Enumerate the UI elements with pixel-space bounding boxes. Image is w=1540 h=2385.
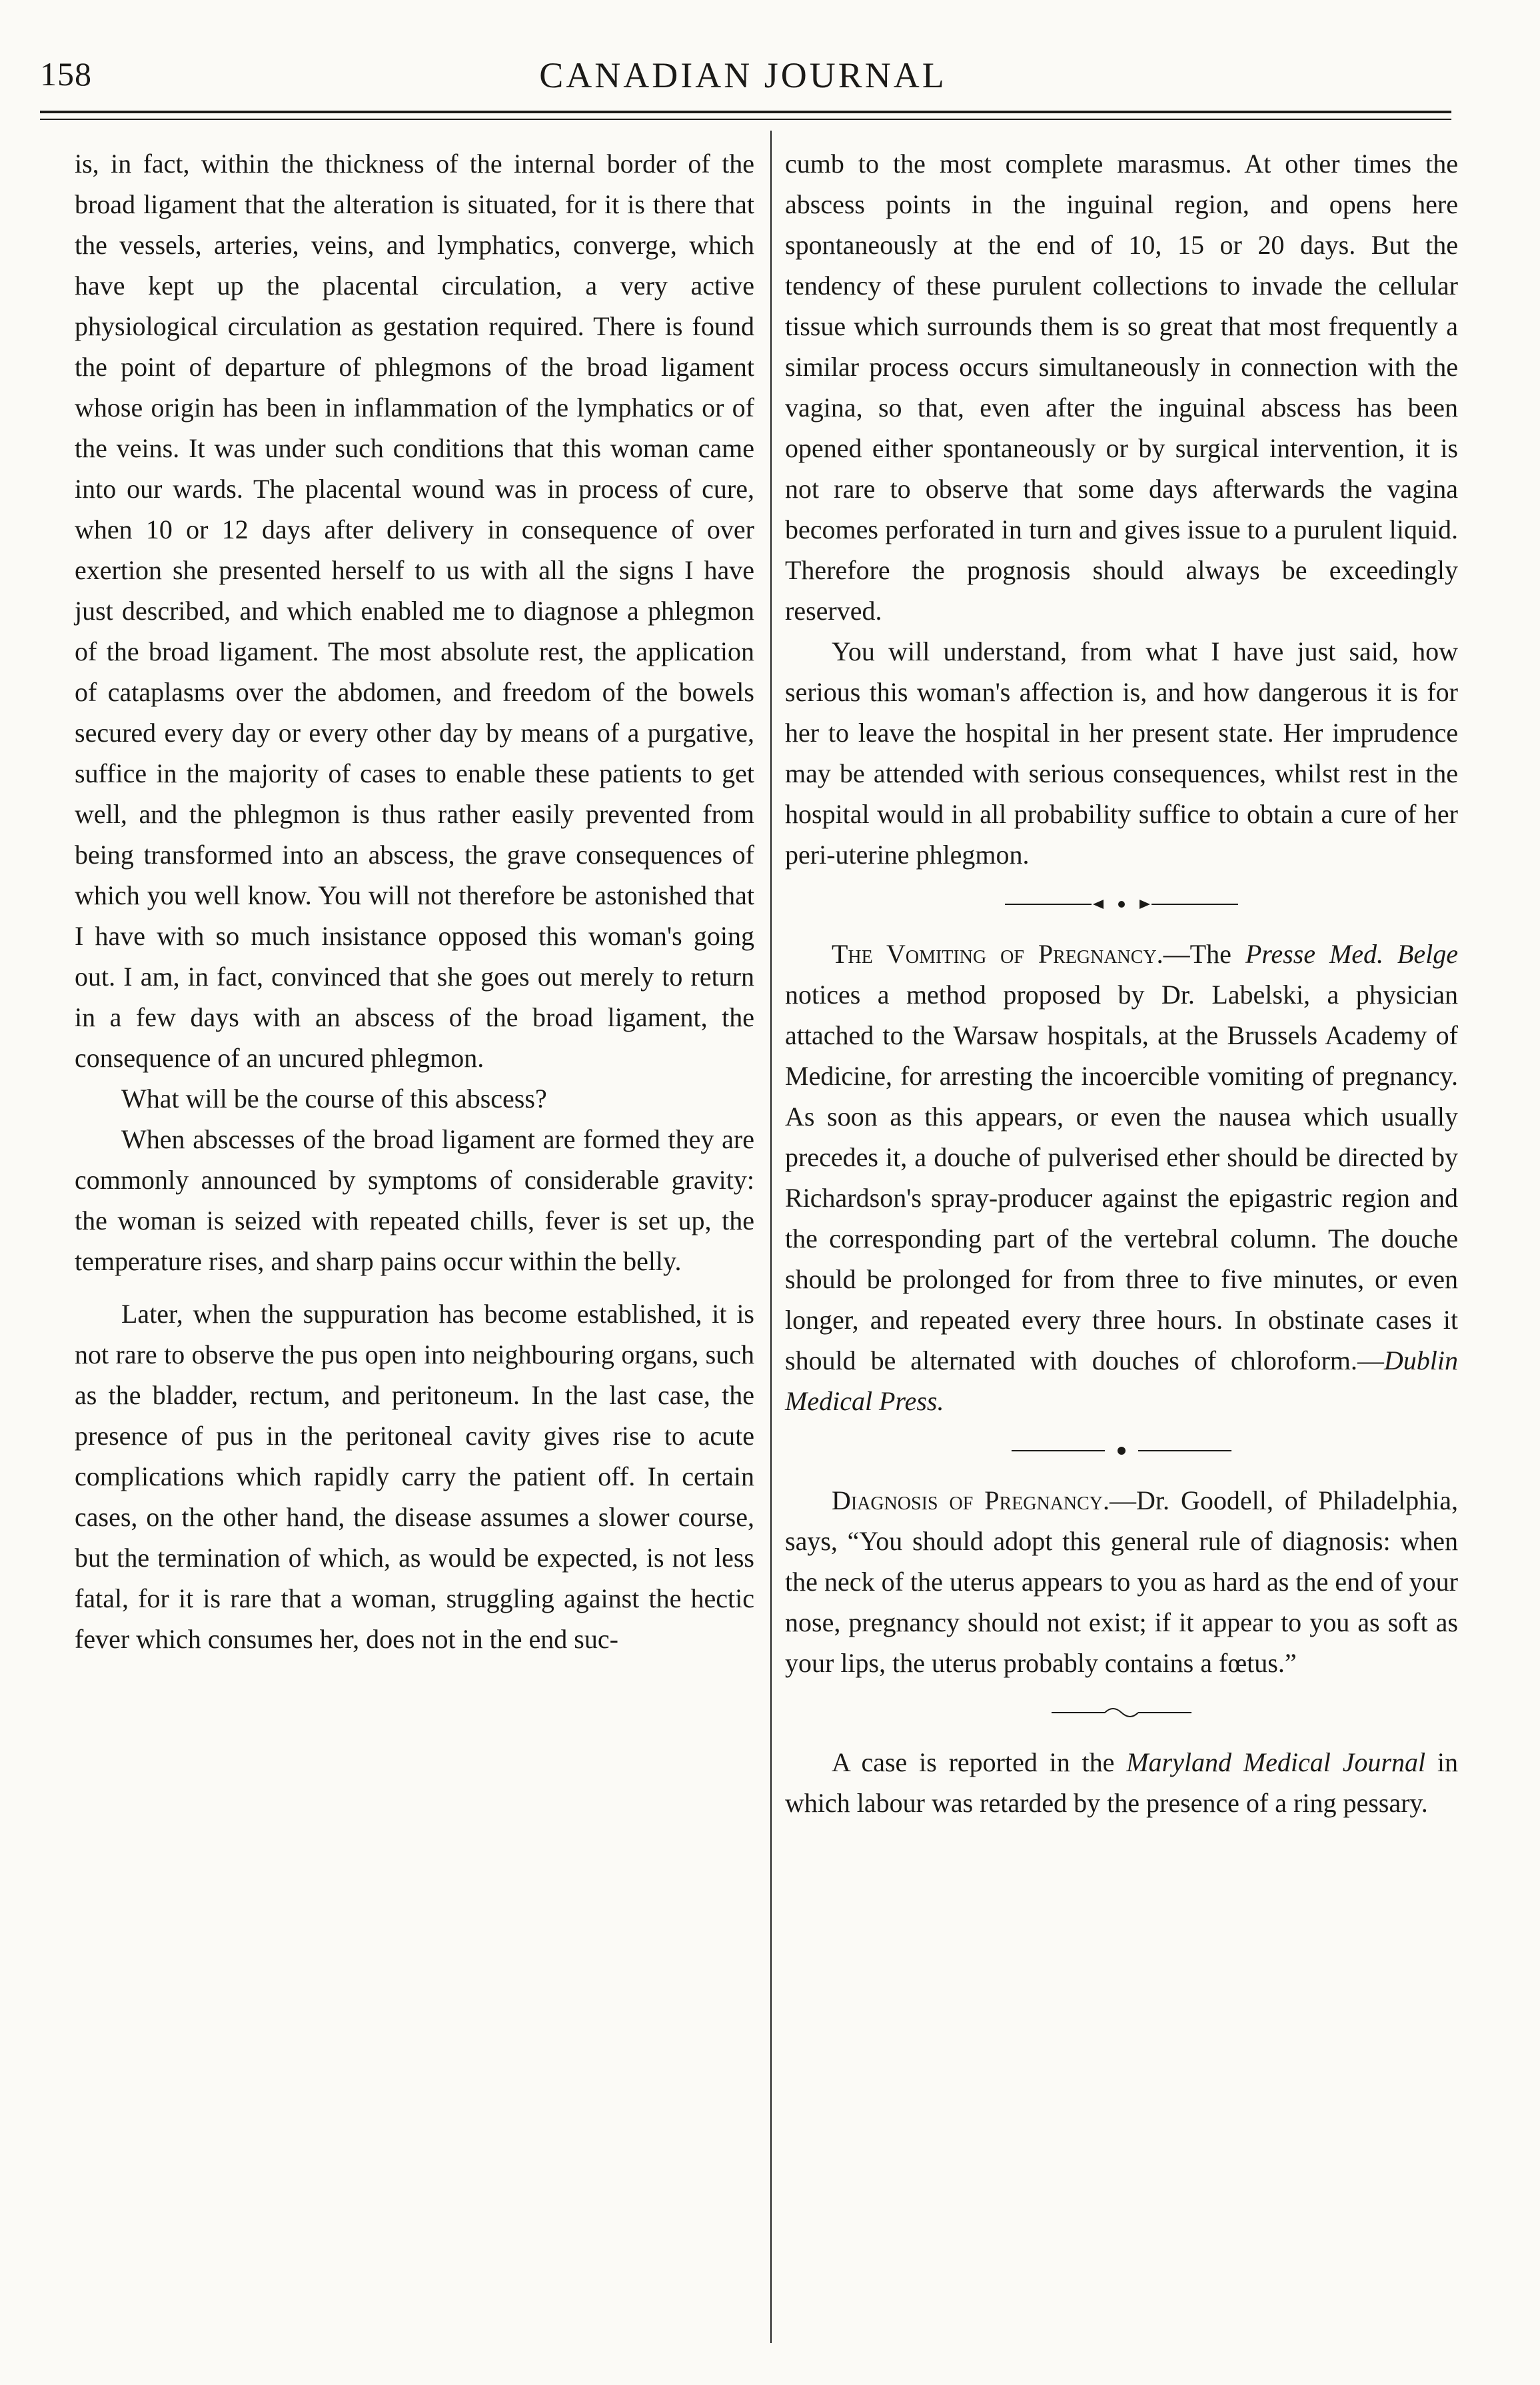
ring-pessary-note: A case is reported in the Maryland Medical Journal in which labour was retarded by the presence of a ring pessary. bbox=[785, 1747, 1458, 1818]
diagnosis-of-pregnancy-article: Diagnosis of Pregnancy.—Dr. Goodell, of Philadelphia, says, “You should adopt this general rule of diagnosis: when the neck of the uterus appears to you as hard as the end of your nose, pregnancy should not exist; if it appear to you as soft as your lips, the uterus probably contains a fœtus.” bbox=[785, 1485, 1458, 1678]
section-ornament-1 bbox=[785, 890, 1458, 919]
right-column bbox=[785, 143, 1458, 1823]
dublin-medical-press: Dublin Medical Press. bbox=[785, 1345, 1458, 1416]
presse-med-belge: Presse Med. Belge bbox=[1245, 939, 1458, 969]
left-paragraph-1: is, in fact, within the thickness of the internal border of the broad ligament that the alteration is situated, for it is there that the vessels, arteries, veins, and lymphatics, converge, which have kept up the placental circulation, a very active physiological circulation as gestation required. There is found the point of departure of phlegmons of the broad ligament whose origin has been in inflammation of the lymphatics or of the veins. It was under such conditions that this woman came into our wards. The placental wound was in process of cure, when 10 or 12 days after delivery in consequence of over exertion she presented herself to us with all the signs I have just described, and which enabled me to diagnose a phlegmon of the broad ligament. The most absolute rest, the application of cataplasms over the abdomen, and freedom of the bowels secured every day or every other day by means of a purgative, suffice in the majority of cases to enable these patients to get well, and the phlegmon is thus rather easily prevented from being transformed into an abscess, the grave consequences of which you well know. You will not therefore be astonished that I have with so much insistance opposed this woman's going out. I am, in fact, convinced that she goes out merely to return in a few days with an abscess of the broad ligament, the consequence of an uncured phlegmon. bbox=[75, 149, 754, 1073]
left-paragraph-4: Later, when the suppuration has become established, it is not rare to observe the pus open into neighbouring organs, such as the bladder, rectum, and peritoneum. In the last case, the presence of pus in the peritoneal cavity gives rise to acute complications which rapidly carry the patient off. In certain cases, on the other hand, the disease assumes a slower course, but the termination of which, as would be expected, is not less fatal, for it is rare that a woman, struggling against the hectic fever which consumes her, does not in the end suc- bbox=[75, 1299, 754, 1654]
vomiting-heading: The Vomiting of Pregnancy. bbox=[832, 939, 1163, 969]
right-paragraph-2: You will understand, from what I have just said, how serious this woman's affection is, and how dangerous it is for her to leave the hospital in her present state. Her imprudence may be attended with serious consequences, whilst rest in the hospital would in all probability suffice to obtain a cure of her peri-uterine phlegmon. bbox=[785, 636, 1458, 870]
left-paragraph-3: When abscesses of the broad ligament are formed they are commonly announced by symptoms of considerable gravity: the woman is seized with repeated chills, fever is set up, the temperature rises, and sharp pains occur within the belly. bbox=[75, 1124, 754, 1276]
left-column bbox=[75, 143, 754, 1659]
right-paragraph-1: cumb to the most complete marasmus. At other times the abscess points in the inguinal region, and opens here spontaneously at the end of 10, 15 or 20 days. But the tendency of these purulent collections to invade the cellular tissue which surrounds them is so great that most frequently a similar process occurs simultaneously in connection with the vagina, so that, even after the inguinal abscess has been opened either spontaneously or by surgical intervention, it is not rare to observe that some days afterwards the vagina becomes perforated in turn and gives issue to a purulent liquid. Therefore the prognosis should always be exceedingly reserved. bbox=[785, 149, 1458, 626]
running-title: CANADIAN JOURNAL bbox=[539, 55, 947, 95]
column-divider bbox=[770, 131, 772, 2343]
header-rule-thin bbox=[40, 119, 1451, 120]
maryland-medical-journal: Maryland Medical Journal bbox=[1126, 1747, 1426, 1777]
page-number: 158 bbox=[40, 55, 92, 93]
left-paragraph-2: What will be the course of this abscess? bbox=[121, 1084, 547, 1114]
diagnosis-heading: Diagnosis of Pregnancy. bbox=[832, 1485, 1110, 1515]
page-header bbox=[40, 55, 1446, 108]
header-rule-thick bbox=[40, 111, 1451, 113]
section-ornament-3 bbox=[785, 1698, 1458, 1727]
vomiting-of-pregnancy-article: The Vomiting of Pregnancy.—The Presse Med. Belge notices a method proposed by Dr. Labelski, a physician attached to the Warsaw hospitals, at the Brussels Academy of Medicine, for arresting the incoercible vomiting of pregnancy. As soon as this appears, or even the nausea which usually precedes it, a douche of pulverised ether should be directed by Richardson's spray-producer against the epigastric region and the corresponding part of the vertebral column. The douche should be prolonged for from three to five minutes, or even longer, and repeated every three hours. In obstinate cases it should be alternated with douches of chloroform.—Dublin Medical Press. bbox=[785, 939, 1458, 1416]
section-ornament-2 bbox=[785, 1436, 1458, 1465]
